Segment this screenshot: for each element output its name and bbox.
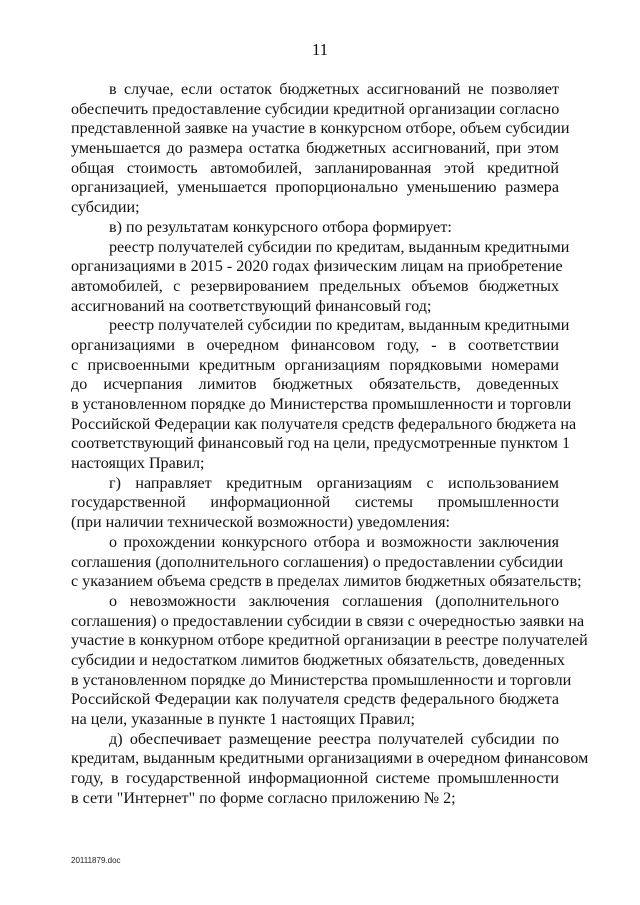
text-line: участие в конкурном отборе кредитной организации в реестре получателей [71,632,588,650]
text-line: ассигнований на соответствующий финансовый год; [71,297,432,315]
text-line: субсидии; [71,199,140,217]
text-line: организацией, уменьшается пропорционально уменьшению размера [71,179,559,197]
text-line: соответствующий финансовый год на цели, предусмотренные пунктом 1 [71,435,571,453]
text-line: в установленном порядке до Министерства промышленности и торговли [71,396,572,413]
text-line: реестр получателей субсидии по кредитам, выданным кредитными [109,317,570,335]
text-line: году, в государственной информационной системе промышленности [71,770,559,788]
text-line: обеспечить предоставление субсидии кредитной организации согласно [71,100,560,118]
text-line: организациями в 2015 - 2020 годах физическим лицам на приобретение [71,258,563,276]
text-line: д) обеспечивает размещение реестра получателей субсидии по [109,730,559,748]
text-line: Российской Федерации как получателя средств федерального бюджета на [71,415,577,433]
text-line: с указанием объема средств в пределах лимитов бюджетных обязательств; [71,573,582,591]
document-file-reference: 20111879.doc [71,856,121,865]
text-line: государственной информационной системы промышленности [71,494,559,512]
text-line: реестр получателей субсидии по кредитам, выданным кредитными [109,238,570,256]
text-line: Российской Федерации как получателя средств федерального бюджета [71,691,559,709]
text-line: г) направляет кредитным организациям с использованием [109,474,559,492]
text-line: с присвоенными кредитным организациям порядковыми номерами [71,356,559,374]
text-line: (при наличии технической возможности) уведомления: [71,514,450,532]
text-line: в случае, если остаток бюджетных ассигнований не позволяет [109,81,559,98]
text-line: общая стоимость автомобилей, запланированная этой кредитной [71,159,559,177]
text-line: в) по результатам конкурсного отбора формирует: [109,218,452,236]
page-number: 11 [311,40,329,59]
text-line: в установленном порядке до Министерства промышленности и торговли [71,671,572,689]
text-line: кредитам, выданным кредитными организациями в очередном финансовом [71,750,589,768]
text-line: в сети "Интернет" по форме согласно приложению № 2; [71,789,456,807]
text-line: соглашения (дополнительного соглашения) о предоставлении субсидии [71,553,564,571]
text-line: автомобилей, с резервированием предельных объемов бюджетных [71,277,559,295]
document-body [71,80,589,808]
text-line: о невозможности заключения соглашения (дополнительного [109,592,559,610]
text-line: представленной заявке на участие в конкурсном отборе, объем субсидии [71,120,570,138]
text-line: на цели, указанные в пункте 1 настоящих Правил; [71,711,415,728]
text-line: до исчерпания лимитов бюджетных обязательств, доведенных [71,376,559,394]
text-line: субсидии и недостатком лимитов бюджетных обязательств, доведенных [71,651,565,669]
text-line: организациями в очередном финансовом году, - в соответствии [71,336,559,354]
text-line: о прохождении конкурсного отбора и возможности заключения [109,533,559,551]
text-line: настоящих Правил; [71,455,205,473]
text-line: соглашения) о предоставлении субсидии в связи с очередностью заявки на [71,612,585,630]
text-line: уменьшается до размера остатка бюджетных ассигнований, при этом [71,140,559,158]
